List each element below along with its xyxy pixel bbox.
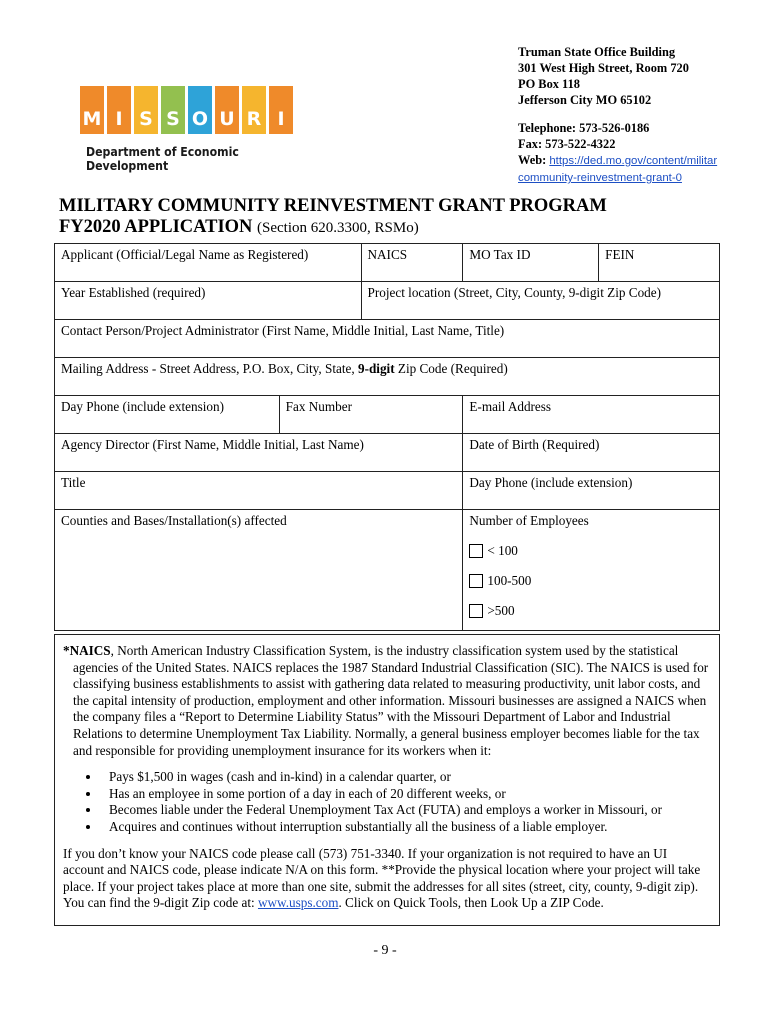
field-agency-director[interactable]: Agency Director (First Name, Middle Initial, Last Name) — [55, 434, 463, 472]
web-label: Web: — [518, 153, 547, 167]
application-form — [54, 243, 720, 631]
list-item: • Has an employee in some portion of a day in each of 20 different weeks, or — [101, 786, 711, 803]
missouri-logo — [80, 86, 312, 173]
logo-tile: M — [80, 86, 104, 134]
field-counties-bases[interactable]: Counties and Bases/Installation(s) affected — [55, 510, 463, 631]
title-line-2: FY2020 APPLICATION — [59, 217, 253, 237]
field-title[interactable]: Title — [55, 472, 463, 510]
naics-info-box — [54, 634, 720, 926]
checkbox[interactable] — [469, 544, 483, 558]
employees-label: Number of Employees — [469, 513, 589, 528]
po-box: PO Box 118 — [518, 77, 580, 91]
field-mailing-address[interactable] — [55, 358, 720, 396]
field-day-phone[interactable]: Day Phone (include extension) — [55, 396, 280, 434]
web-link[interactable]: https://ded.mo.gov/content/militar — [549, 155, 718, 167]
web-link-continued[interactable]: community-reinvestment-grant-0 — [518, 172, 682, 184]
page-number: - 9 - — [373, 943, 397, 958]
employees-option[interactable] — [469, 543, 713, 559]
employees-option-label: 100-500 — [487, 573, 532, 588]
logo-tile: I — [107, 86, 131, 134]
logo-tile: R — [242, 86, 266, 134]
list-item: • Pays $1,500 in wages (cash and in-kind) in a calendar quarter, or — [101, 769, 711, 786]
list-item: • Becomes liable under the Federal Unemployment Tax Act (FUTA) and employs a worker in Missouri, or — [101, 802, 711, 819]
naics-term: *NAICS — [63, 643, 111, 658]
field-naics[interactable]: NAICS — [361, 244, 463, 282]
building-name: Truman State Office Building — [518, 45, 676, 59]
logo-tile: S — [161, 86, 185, 134]
field-email[interactable]: E-mail Address — [463, 396, 720, 434]
employees-option[interactable] — [469, 603, 713, 619]
field-mo-tax-id[interactable]: MO Tax ID — [463, 244, 599, 282]
section-reference: (Section 620.3300, RSMo) — [257, 220, 419, 236]
field-year-established[interactable]: Year Established (required) — [55, 282, 362, 320]
checkbox[interactable] — [469, 604, 483, 618]
field-contact-person[interactable]: Contact Person/Project Administrator (First Name, Middle Initial, Last Name, Title) — [55, 320, 720, 358]
naics-description: , North American Industry Classification System, is the industry classification system used by the statistical agencies of the United States. NAICS replaces the 1987 Standard Industrial Classification (SIC). The NAICS is used for classifying business establishments to assist with gathering data related to measuring productivity, unit labor costs, and the capital intensity of production, employment and other information. Missouri businesses are assigned a NAICS when the company files a “Report to Determine Liability Status” with the Missouri Department of Labor and Industrial Relations to determine Unemployment Tax Liability. Normally, a general business employer becomes liable for the tax and responsible for providing unemployment insurance for its workers when it: — [73, 643, 709, 758]
department-name: Department of Economic Development — [86, 145, 239, 173]
mailing-label-start: Mailing Address - Street Address, P.O. Box, City, State, — [61, 361, 358, 376]
street-address: 301 West High Street, Room 720 — [518, 61, 689, 75]
employees-option-label: >500 — [487, 603, 515, 618]
footer-text-end: . Click on Quick Tools, then Look Up a ZIP Code. — [338, 895, 604, 911]
liability-list — [101, 769, 711, 835]
city-state-zip: Jefferson City MO 65102 — [518, 93, 652, 107]
field-applicant[interactable]: Applicant (Official/Legal Name as Registered) — [55, 244, 362, 282]
field-number-of-employees — [463, 510, 720, 631]
usps-link[interactable]: www.usps.com — [257, 895, 339, 911]
field-fax-number[interactable]: Fax Number — [279, 396, 463, 434]
logo-tile: U — [215, 86, 239, 134]
logo-tile: S — [134, 86, 158, 134]
field-day-phone-2[interactable]: Day Phone (include extension) — [463, 472, 720, 510]
field-project-location[interactable]: Project location (Street, City, County, 9-digit Zip Code) — [361, 282, 720, 320]
naics-paragraph — [63, 643, 711, 759]
mailing-label-bold: 9-digit — [357, 361, 395, 376]
logo-tile: I — [269, 86, 293, 134]
address-block — [518, 44, 717, 186]
employees-option-label: < 100 — [487, 543, 518, 558]
page-title — [59, 196, 607, 239]
footer-text: If you don’t know your NAICS code please call (573) 751-3340. If your organization is not required to have an UI account and NAICS code, please indicate N/A on this form. **Provide the physical location where your project will take place. If your project takes place at more than one site, submit the addresses for all sites (street, city, county, 9-digit zip). You can find the 9-digit Zip code at: — [63, 845, 701, 911]
mailing-label-end: Zip Code (Required) — [394, 361, 508, 376]
field-date-of-birth[interactable]: Date of Birth (Required) — [463, 434, 720, 472]
naics-footer — [63, 846, 711, 912]
checkbox[interactable] — [469, 574, 483, 588]
title-line-1: MILITARY COMMUNITY REINVESTMENT GRANT PROGRAM — [59, 196, 607, 216]
logo-tiles — [80, 86, 312, 134]
fax: Fax: 573-522-4322 — [518, 137, 616, 151]
list-item: • Acquires and continues without interruption substantially all the business of a liable employer. — [101, 819, 711, 836]
employees-option[interactable] — [469, 573, 713, 589]
field-fein[interactable]: FEIN — [599, 244, 720, 282]
logo-tile: O — [188, 86, 212, 134]
telephone: Telephone: 573-526-0186 — [518, 121, 650, 135]
